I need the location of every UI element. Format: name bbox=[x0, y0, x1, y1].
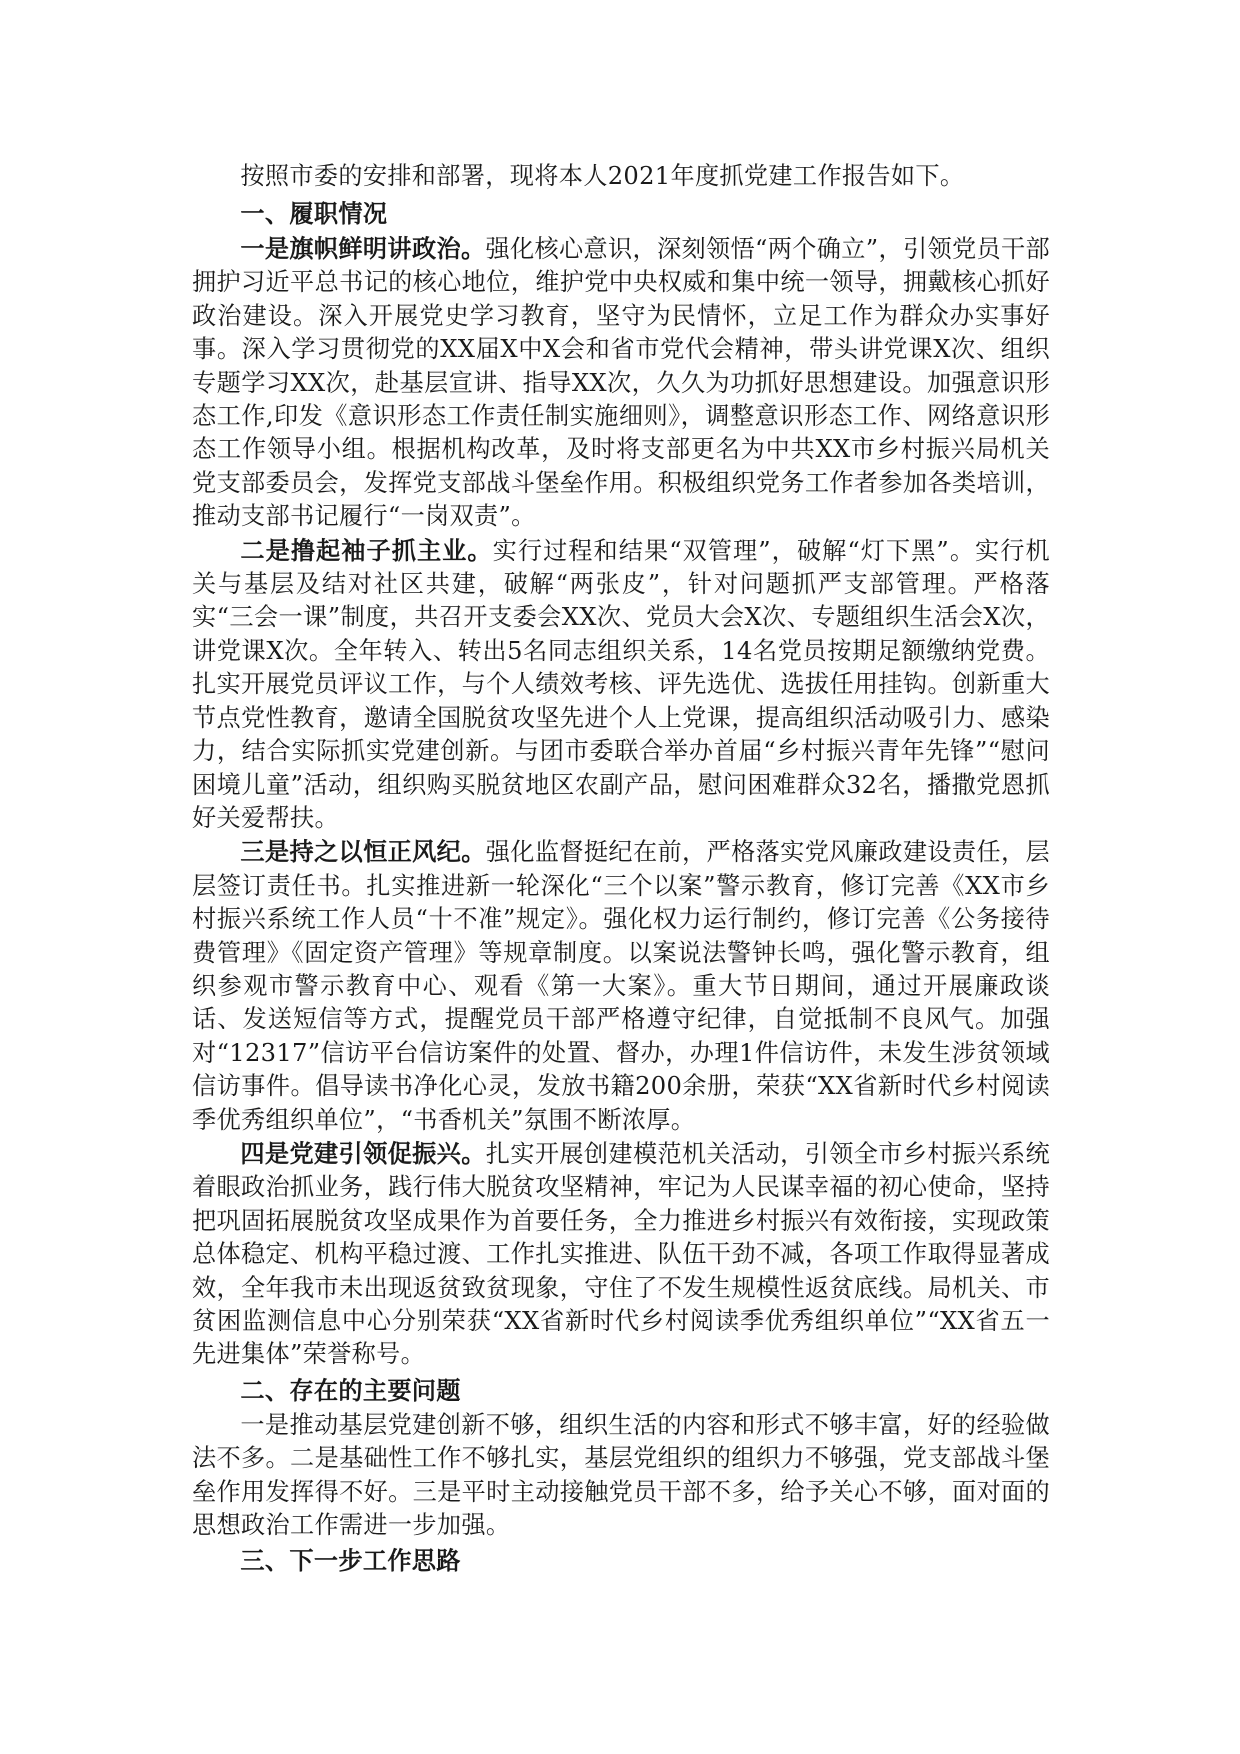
item-4-lead: 四是党建引领促振兴。 bbox=[240, 1138, 486, 1168]
section-1-title: 一、履职情况 bbox=[240, 199, 388, 228]
section-2-title: 二、存在的主要问题 bbox=[240, 1375, 461, 1405]
item-2-text: 实行过程和结果“双管理”，破解“灯下黑”。实行机关与基层及结对社区共建，破解“两张皮”，针对问题抓严支部管理。严格落实“三会一课”制度，共召开支委会XX次、党员大会X次、专题组织生活会X次，讲党课X次。全年转入、转出5名同志组织关系，14名党员按期足额缴纳党费。扎实开展党员评议工作，与个人绩效考核、评先选优、选拔任用挂钩。创新重大节点党性教育，邀请全国脱贫攻坚先进个人上党课，提高组织活动吸引力、感染力，结合实际抓实党建创新。与团市委联合举办首届“乡村振兴青年先锋”“慰问困境儿童”活动，组织购买脱贫地区农副产品，慰问困难群众32名，播撒党恩抓好关爱帮扶。 bbox=[192, 536, 1050, 832]
item-1-text: 强化核心意识，深刻领悟“两个确立”，引领党员干部拥护习近平总书记的核心地位，维护党中央权威和集中统一领导，拥戴核心抓好政治建设。深入开展党史学习教育，坚守为民情怀，立足工作为群众办实事好事。深入学习贯彻党的XX届X中X会和省市党代会精神，带头讲党课X次、组织专题学习XX次，赴基层宣讲、指导XX次，久久为功抓好思想建设。加强意识形态工作,印发《意识形态工作责任制实施细则》，调整意识形态工作、网络意识形态工作领导小组。根据机构改革，及时将支部更名为中共XX市乡村振兴局机关党支部委员会，发挥党支部战斗堡垒作用。积极组织党务工作者参加各类培训，推动支部书记履行“一岗双责”。 bbox=[192, 235, 1050, 531]
section-2-paragraph: 一是推动基层党建创新不够，组织生活的内容和形式不够丰富，好的经验做法不多。二是基础性工作不够扎实，基层党组织的组织力不够强，党支部战斗堡垒作用发挥得不好。三是平时主动接触党员干部不多，给予关心不够，面对面的思想政治工作需进一步加强。 bbox=[192, 1410, 1050, 1540]
section-1-item-3 bbox=[192, 835, 1050, 1137]
section-1-item-1 bbox=[192, 232, 1050, 534]
section-1-item-4 bbox=[192, 1137, 1050, 1372]
item-4-text: 扎实开展创建模范机关活动，引领全市乡村振兴系统着眼政治抓业务，践行伟大脱贫攻坚精神，牢记为人民谋幸福的初心使命，坚持把巩固拓展脱贫攻坚成果作为首要任务，全力推进乡村振兴有效衔接，实现政策总体稳定、机构平稳过渡、工作扎实推进、队伍干劲不减，各项工作取得显著成效，全年我市未出现返贫致贫现象，守住了不发生规模性返贫底线。局机关、市贫困监测信息中心分别荣获“XX省新时代乡村阅读季优秀组织单位”“XX省五一先进集体”荣誉称号。 bbox=[192, 1139, 1050, 1369]
item-3-lead: 三是持之以恒正风纪。 bbox=[240, 837, 486, 867]
item-2-lead: 二是撸起袖子抓主业。 bbox=[240, 535, 493, 565]
section-1-item-2 bbox=[192, 534, 1050, 836]
document-page bbox=[192, 158, 1050, 1579]
item-1-lead: 一是旗帜鲜明讲政治。 bbox=[240, 234, 486, 263]
section-3-title: 三、下一步工作思路 bbox=[240, 1546, 461, 1576]
intro-paragraph: 按照市委的安排和部署，现将本人2021年度抓党建工作报告如下。 bbox=[240, 162, 965, 190]
item-3-text: 强化监督挺纪在前，严格落实党风廉政建设责任，层层签订责任书。扎实推进新一轮深化“三个以案”警示教育，修订完善《XX市乡村振兴系统工作人员“十不准”规定》。强化权力运行制约，修订完善《公务接待费管理》《固定资产管理》等规章制度。以案说法警钟长鸣，强化警示教育，组织参观市警示教育中心、观看《第一大案》。重大节日期间，通过开展廉政谈话、发送短信等方式，提醒党员干部严格遵守纪律，自觉抵制不良风气。加强对“12317”信访平台信访案件的处置、督办，办理1件信访件，未发生涉贫领域信访事件。倡导读书净化心灵，发放书籍200余册，荣获“XX省新时代乡村阅读季优秀组织单位”，“书香机关”氛围不断浓厚。 bbox=[192, 838, 1050, 1134]
